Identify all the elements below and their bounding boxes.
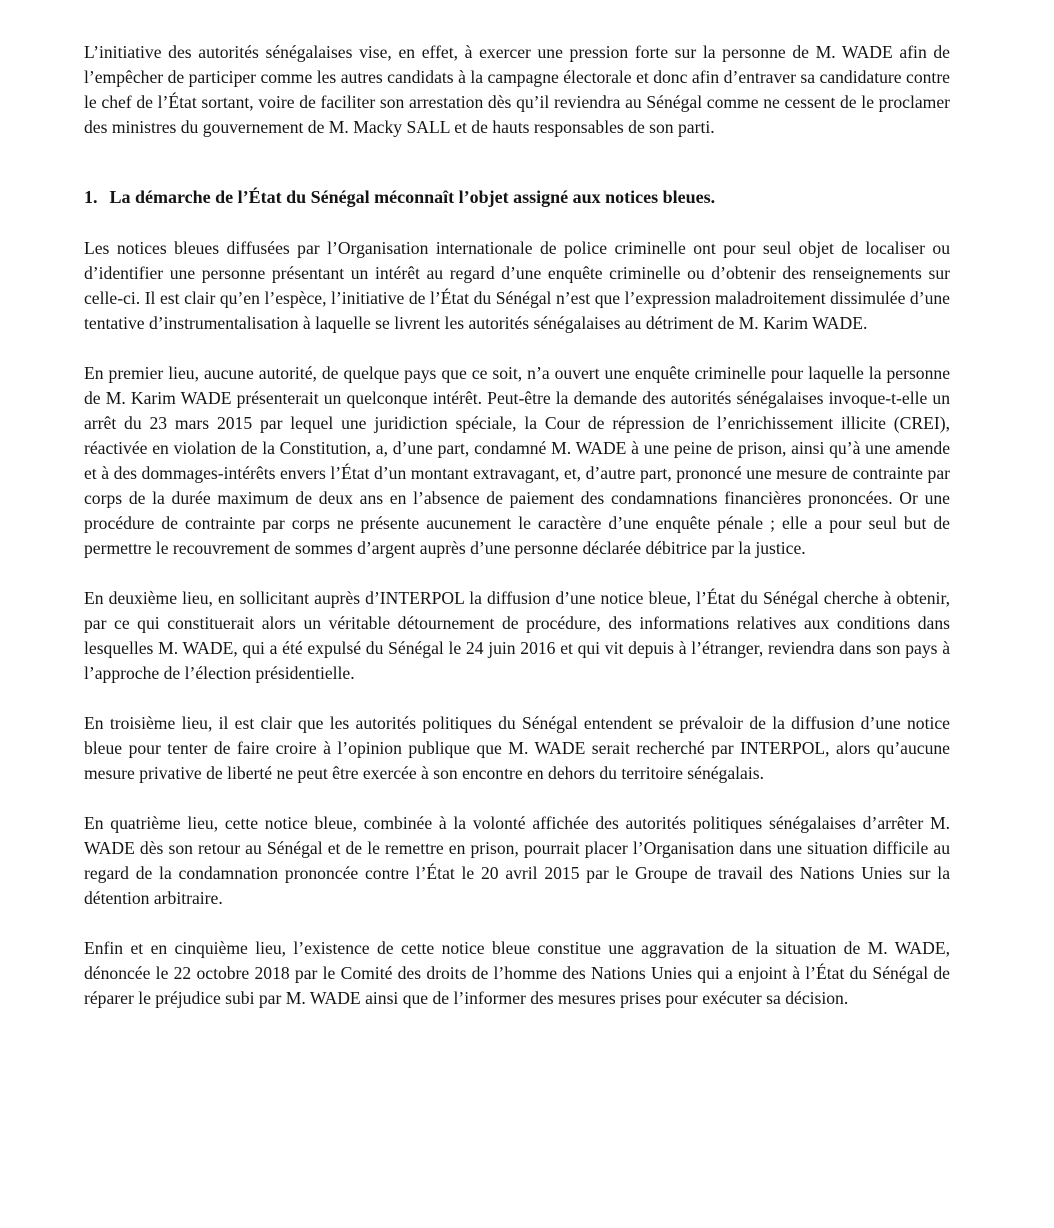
paragraph-quatrieme-lieu: En quatrième lieu, cette notice bleue, combinée à la volonté affichée des autorités politiques sénégalaises d’arrêter M. WADE dès son retour au Sénégal et de le remettre en prison, pourrait placer l’Organisation dans une situation difficile au regard de la condamnation prononcée contre l’État le 20 avril 2015 par le Groupe de travail des Nations Unies sur la détention arbitraire. bbox=[84, 813, 950, 908]
paragraph-premier-lieu: En premier lieu, aucune autorité, de quelque pays que ce soit, n’a ouvert une enquête criminelle pour laquelle la personne de M. Karim WADE présenterait un quelconque intérêt. Peut-être la demande des autorités sénégalaises invoque-t-elle un arrêt du 23 mars 2015 par lequel une juridiction spéciale, la Cour de répression de l’enrichissement illicite (CREI), réactivée en violation de la Constitution, a, d’une part, condamné M. WADE à une peine de prison, ainsi qu’à une amende et à des dommages-intérêts envers l’État d’un montant extravagant, et, d’autre part, prononcé une mesure de contrainte par corps de la durée maximum de deux ans en l’absence de paiement des condamnations financières prononcées. Or une procédure de contrainte par corps ne présente aucunement le caractère d’une enquête pénale ; elle a pour seul but de permettre le recouvrement de sommes d’argent auprès d’une personne déclarée débitrice par la justice. bbox=[84, 363, 950, 558]
intro-paragraph: L’initiative des autorités sénégalaises vise, en effet, à exercer une pression forte sur la personne de M. WADE afin de l’empêcher de participer comme les autres candidats à la campagne électorale et donc afin d’entraver sa candidature contre le chef de l’État sortant, voire de faciliter son arrestation dès qu’il reviendra au Sénégal comme ne cessent de le proclamer des ministres du gouvernement de M. Macky SALL et de hauts responsables de son parti. bbox=[84, 42, 950, 137]
paragraph-deuxieme-lieu: En deuxième lieu, en sollicitant auprès d’INTERPOL la diffusion d’une notice bleue, l’État du Sénégal cherche à obtenir, par ce qui constituerait alors un véritable détournement de procédure, des informations relatives aux conditions dans lesquelles M. WADE, qui a été expulsé du Sénégal le 24 juin 2016 et qui vit depuis à l’étranger, reviendra dans son pays à l’approche de l’élection présidentielle. bbox=[84, 588, 950, 683]
section-number: 1. bbox=[84, 187, 98, 207]
paragraph-cinquieme-lieu: Enfin et en cinquième lieu, l’existence de cette notice bleue constitue une aggravation de la situation de M. WADE, dénoncée le 22 octobre 2018 par le Comité des droits de l’homme des Nations Unies qui a enjoint à l’État du Sénégal de réparer le préjudice subi par M. WADE ainsi que de l’informer des mesures prises pour exécuter sa décision. bbox=[84, 938, 950, 1008]
document-page bbox=[84, 40, 950, 1011]
paragraph-troisieme-lieu: En troisième lieu, il est clair que les autorités politiques du Sénégal entendent se prévaloir de la diffusion d’une notice bleue pour tenter de faire croire à l’opinion publique que M. WADE serait recherché par INTERPOL, alors qu’aucune mesure privative de liberté ne peut être exercée à son encontre en dehors du territoire sénégalais. bbox=[84, 713, 950, 783]
section-heading bbox=[84, 185, 950, 210]
paragraph-notices-bleues: Les notices bleues diffusées par l’Organisation internationale de police criminelle ont pour seul objet de localiser ou d’identifier une personne présentant un intérêt au regard d’une enquête criminelle ou d’obtenir des renseignements sur celle-ci. Il est clair qu’en l’espèce, l’initiative de l’État du Sénégal n’est que l’expression maladroitement dissimulée d’une tentative d’instrumentalisation à laquelle se livrent les autorités sénégalaises au détriment de M. Karim WADE. bbox=[84, 238, 950, 333]
section-title: La démarche de l’État du Sénégal méconnaît l’objet assigné aux notices bleues. bbox=[109, 187, 716, 207]
